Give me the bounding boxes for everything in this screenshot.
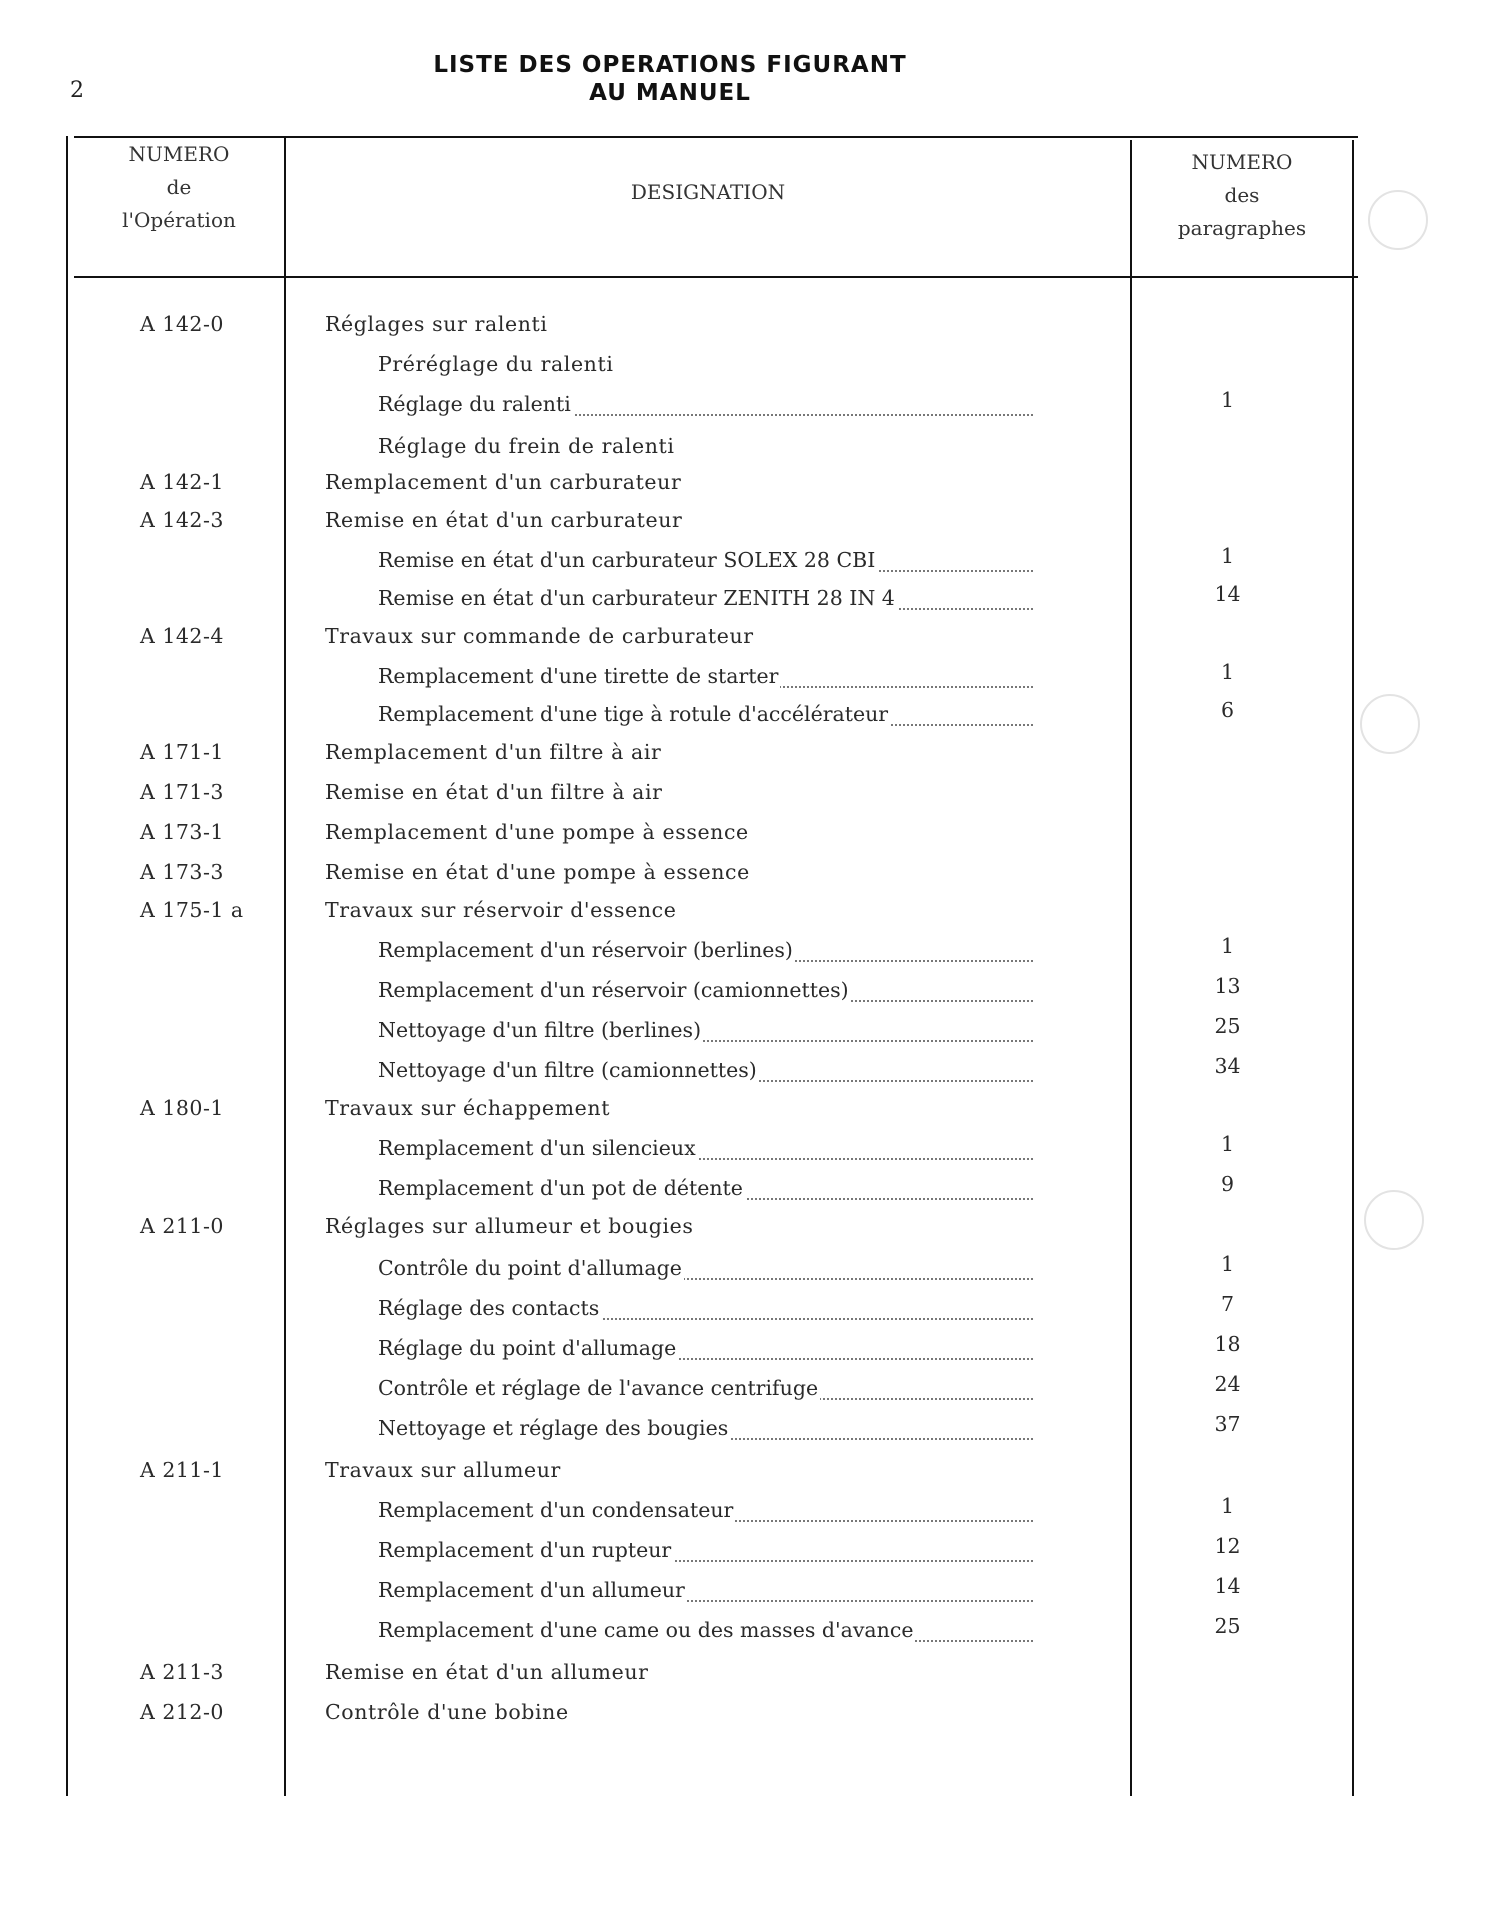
designation-text: Remplacement d'une pompe à essence [325, 820, 749, 844]
dotted-leader [378, 1376, 1033, 1406]
punch-hole [1360, 694, 1420, 754]
operation-code: A 211-1 [140, 1458, 224, 1482]
paragraph-number: 1 [1220, 1252, 1235, 1276]
designation-text: Réglages sur allumeur et bougies [325, 1214, 694, 1238]
dotted-leader [378, 1018, 1033, 1048]
designation-text: Nettoyage d'un filtre (berlines) [378, 1018, 702, 1042]
operation-code: A 142-0 [140, 312, 224, 336]
designation-text: Remise en état d'une pompe à essence [325, 860, 750, 884]
dotted-leader [378, 1618, 1033, 1648]
designation-text: Remplacement d'un condensateur [378, 1498, 734, 1522]
designation-text: Remplacement d'une tirette de starter [378, 664, 779, 688]
designation-text: Remise en état d'un carburateur SOLEX 28 CBI [378, 548, 876, 572]
dotted-leader [378, 938, 1033, 968]
header-numero-paragraphes [1132, 146, 1352, 245]
table-row [0, 1132, 1500, 1170]
operation-code: A 175-1 a [140, 898, 244, 922]
paragraph-number: 1 [1220, 1494, 1235, 1518]
designation-text: Contrôle du point d'allumage [378, 1256, 682, 1280]
table-row [0, 820, 1500, 854]
dotted-leader [378, 1176, 1033, 1206]
header-numero-operation-line-2: de [166, 175, 192, 199]
paragraph-number: 1 [1220, 544, 1235, 568]
table-row [0, 1332, 1500, 1370]
designation-text: Préréglage du ralenti [378, 352, 614, 376]
paragraph-number: 25 [1214, 1614, 1241, 1638]
table-row [0, 388, 1500, 426]
designation-text: Réglage du ralenti [378, 392, 571, 416]
designation-text: Remplacement d'un pot de détente [378, 1176, 743, 1200]
designation-text: Contrôle et réglage de l'avance centrifuge [378, 1376, 819, 1400]
designation-text: Remplacement d'un réservoir (berlines) [378, 938, 793, 962]
table-row [0, 312, 1500, 346]
designation-text: Travaux sur échappement [325, 1096, 611, 1120]
dotted-leader [378, 664, 1033, 694]
dotted-leader [378, 1416, 1033, 1446]
designation-text: Remise en état d'un filtre à air [325, 780, 663, 804]
table-row [0, 1660, 1500, 1694]
header-numero-paragraphes-line-1: NUMERO [1191, 150, 1293, 174]
paragraph-number: 1 [1220, 660, 1235, 684]
table-row [0, 508, 1500, 542]
designation-text: Réglage des contacts [378, 1296, 600, 1320]
designation-text: Remise en état d'un carburateur ZENITH 28 IN 4 [378, 586, 895, 610]
designation-text: Remplacement d'un carburateur [325, 470, 682, 494]
paragraph-number: 9 [1220, 1172, 1235, 1196]
operation-code: A 142-1 [140, 470, 224, 494]
table-row [0, 352, 1500, 386]
designation-text: Remise en état d'un allumeur [325, 1660, 649, 1684]
designation-text: Réglage du point d'allumage [378, 1336, 677, 1360]
operation-code: A 173-3 [140, 860, 224, 884]
table-row [0, 1172, 1500, 1210]
paragraph-number: 14 [1214, 582, 1241, 606]
designation-text: Travaux sur commande de carburateur [325, 624, 754, 648]
operation-code: A 142-4 [140, 624, 224, 648]
paragraph-number: 1 [1220, 388, 1235, 412]
table-row [0, 660, 1500, 698]
paragraph-number: 14 [1214, 1574, 1241, 1598]
table-row [0, 1014, 1500, 1052]
table-row [0, 860, 1500, 894]
paragraph-number: 1 [1220, 1132, 1235, 1156]
table-row [0, 740, 1500, 774]
designation-text: Remplacement d'une tige à rotule d'accélérateur [378, 702, 889, 726]
table-row [0, 1458, 1500, 1492]
table-row [0, 1054, 1500, 1092]
paragraph-number: 25 [1214, 1014, 1241, 1038]
table-row [0, 1096, 1500, 1130]
operation-code: A 180-1 [140, 1096, 224, 1120]
paragraph-number: 13 [1214, 974, 1241, 998]
table-row [0, 1372, 1500, 1410]
table-row [0, 1700, 1500, 1734]
table-row [0, 934, 1500, 972]
table-row [0, 1534, 1500, 1572]
operation-code: A 212-0 [140, 1700, 224, 1724]
header-bottom-border [74, 276, 1358, 278]
header-numero-operation-line-1: NUMERO [128, 142, 230, 166]
dotted-leader [378, 586, 1033, 616]
table-row [0, 1574, 1500, 1612]
table-row [0, 544, 1500, 582]
designation-text: Nettoyage d'un filtre (camionnettes) [378, 1058, 757, 1082]
operation-code: A 211-0 [140, 1214, 224, 1238]
designation-text: Travaux sur réservoir d'essence [325, 898, 677, 922]
paragraph-number: 18 [1214, 1332, 1241, 1356]
header-numero-paragraphes-line-2: des [1224, 183, 1260, 207]
designation-text: Remise en état d'un carburateur [325, 508, 683, 532]
table-row [0, 1252, 1500, 1290]
page-title-line-1: LISTE DES OPERATIONS FIGURANT [433, 52, 907, 78]
table-row [0, 434, 1500, 468]
header-numero-operation-line-3: l'Opération [122, 208, 236, 232]
table-row [0, 1214, 1500, 1248]
operation-code: A 211-3 [140, 1660, 224, 1684]
dotted-leader [378, 392, 1033, 422]
table-row [0, 974, 1500, 1012]
designation-text: Remplacement d'un rupteur [378, 1538, 672, 1562]
paragraph-number: 7 [1220, 1292, 1235, 1316]
operation-code: A 142-3 [140, 508, 224, 532]
table-row [0, 1614, 1500, 1652]
designation-text: Remplacement d'un filtre à air [325, 740, 662, 764]
designation-text: Remplacement d'un allumeur [378, 1578, 685, 1602]
paragraph-number: 6 [1220, 698, 1235, 722]
designation-text: Remplacement d'un réservoir (camionnettes) [378, 978, 849, 1002]
dotted-leader [378, 1578, 1033, 1608]
dotted-leader [378, 1498, 1033, 1528]
paragraph-number: 34 [1214, 1054, 1241, 1078]
paragraph-number: 12 [1214, 1534, 1241, 1558]
operation-code: A 171-3 [140, 780, 224, 804]
paragraph-number: 1 [1220, 934, 1235, 958]
table-row [0, 582, 1500, 620]
dotted-leader [378, 1256, 1033, 1286]
operation-code: A 171-1 [140, 740, 224, 764]
header-numero-paragraphes-line-3: paragraphes [1177, 216, 1307, 240]
designation-text: Contrôle d'une bobine [325, 1700, 569, 1724]
designation-text: Réglages sur ralenti [325, 312, 548, 336]
table-row [0, 1494, 1500, 1532]
designation-text: Travaux sur allumeur [325, 1458, 561, 1482]
paragraph-number: 37 [1214, 1412, 1241, 1436]
designation-text: Remplacement d'un silencieux [378, 1136, 696, 1160]
table-row [0, 898, 1500, 932]
header-numero-operation [74, 138, 284, 237]
paragraph-number: 24 [1214, 1372, 1241, 1396]
dotted-leader [378, 548, 1033, 578]
dotted-leader [378, 1058, 1033, 1088]
table-row [0, 698, 1500, 736]
table-row [0, 470, 1500, 504]
designation-text: Nettoyage et réglage des bougies [378, 1416, 729, 1440]
table-row [0, 1292, 1500, 1330]
header-designation: DESIGNATION [630, 180, 786, 204]
punch-hole [1368, 190, 1428, 250]
designation-text: Réglage du frein de ralenti [378, 434, 675, 458]
punch-hole [1364, 1190, 1424, 1250]
dotted-leader [378, 702, 1033, 732]
dotted-leader [378, 1336, 1033, 1366]
operation-code: A 173-1 [140, 820, 224, 844]
designation-text: Remplacement d'une came ou des masses d'avance [378, 1618, 914, 1642]
table-row [0, 780, 1500, 814]
dotted-leader [378, 1538, 1033, 1568]
page-number: 2 [70, 78, 84, 103]
dotted-leader [378, 978, 1033, 1008]
dotted-leader [378, 1296, 1033, 1326]
table-row [0, 624, 1500, 658]
table-row [0, 1412, 1500, 1450]
page-title-line-2: AU MANUEL [589, 80, 751, 106]
dotted-leader [378, 1136, 1033, 1166]
